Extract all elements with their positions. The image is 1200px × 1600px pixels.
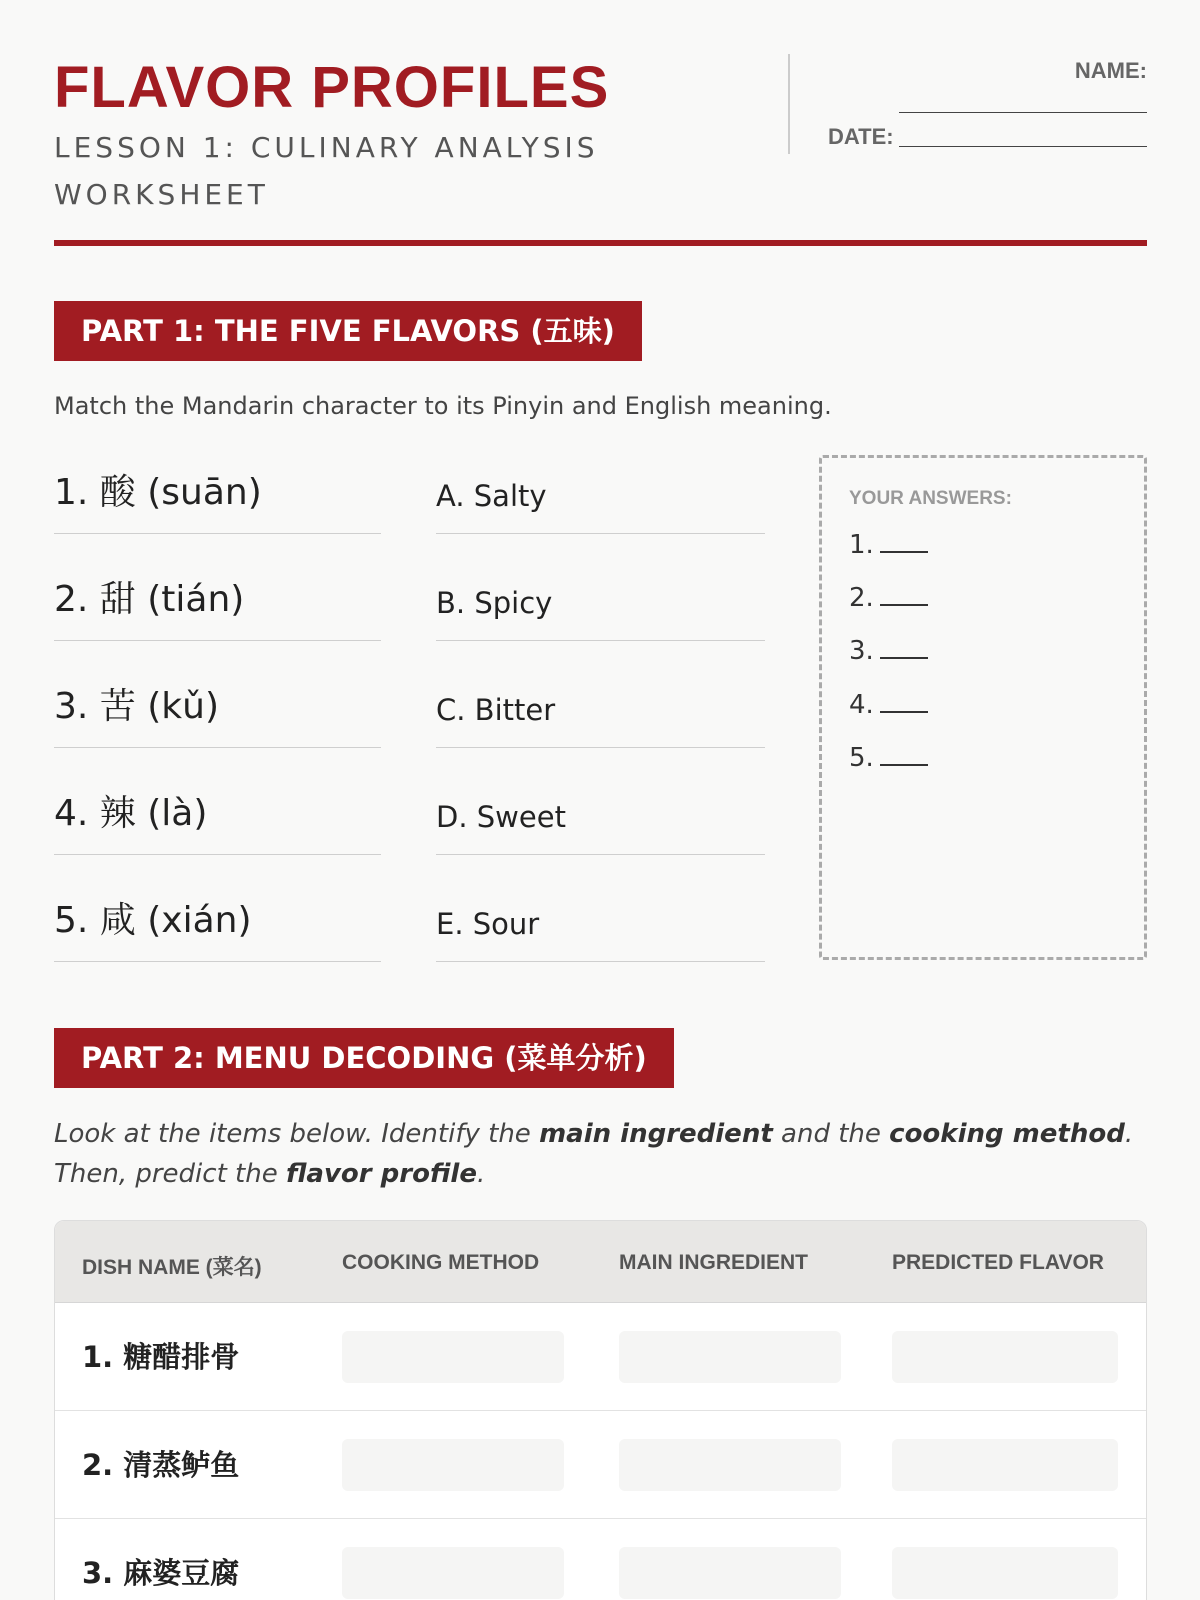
answer-slot[interactable] (849, 743, 928, 773)
worksheet-page (54, 0, 1147, 1600)
meaning-text: A. Salty (436, 479, 547, 513)
menu-table (54, 1220, 1147, 1600)
cooking-method-input[interactable] (342, 1331, 564, 1383)
meaning-item (436, 534, 765, 641)
instr-emphasis: main ingredient (539, 1119, 773, 1149)
dish-name: 1. 糖醋排骨 (82, 1340, 240, 1374)
meaning-item (436, 855, 765, 962)
column-header-flavor: PREDICTED FLAVOR (892, 1251, 1104, 1274)
answer-number: 4. (849, 690, 874, 720)
page-title: FLAVOR PROFILES (54, 55, 610, 120)
cooking-method-input[interactable] (342, 1439, 564, 1491)
answer-box (819, 455, 1147, 960)
answer-slot[interactable] (849, 530, 928, 560)
predicted-flavor-input[interactable] (892, 1547, 1118, 1599)
table-row (55, 1519, 1146, 1600)
character-text: 5. 咸 (xián) (54, 900, 252, 941)
cooking-method-input[interactable] (342, 1547, 564, 1599)
instr-text: Look at the items below. Identify the (54, 1119, 540, 1149)
dish-name: 2. 清蒸鲈鱼 (82, 1448, 240, 1482)
answer-slot[interactable] (849, 636, 928, 666)
character-text: 4. 辣 (là) (54, 793, 208, 834)
instr-emphasis: cooking method (889, 1119, 1125, 1149)
character-text: 1. 酸 (suān) (54, 472, 262, 513)
main-ingredient-input[interactable] (619, 1547, 841, 1599)
column-header-method: COOKING METHOD (342, 1251, 540, 1274)
table-header (55, 1221, 1146, 1303)
character-item (54, 748, 381, 855)
answer-slot[interactable] (849, 583, 928, 613)
answer-number: 1. (849, 530, 874, 560)
date-label: DATE: (828, 124, 894, 149)
part1-instructions: Match the Mandarin character to its Pinyin and English meaning. (54, 392, 832, 420)
meaning-item (436, 641, 765, 748)
character-item (54, 641, 381, 748)
worksheet-header (54, 50, 1147, 250)
answer-blank[interactable] (880, 764, 928, 766)
answer-blank[interactable] (880, 551, 928, 553)
character-item (54, 855, 381, 962)
answer-blank[interactable] (880, 604, 928, 606)
page-subtitle: LESSON 1: CULINARY ANALYSIS WORKSHEET (54, 131, 599, 211)
meaning-text: D. Sweet (436, 800, 566, 834)
answer-number: 2. (849, 583, 874, 613)
dish-name: 3. 麻婆豆腐 (82, 1556, 240, 1590)
predicted-flavor-input[interactable] (892, 1439, 1118, 1491)
part1-heading: PART 1: THE FIVE FLAVORS (五味) (54, 301, 642, 361)
character-text: 3. 苦 (kǔ) (54, 686, 219, 727)
meaning-item (436, 748, 765, 855)
header-divider (788, 54, 790, 154)
character-text: 2. 甜 (tián) (54, 579, 245, 620)
answer-blank[interactable] (880, 657, 928, 659)
instr-text: and the (772, 1119, 890, 1149)
meaning-text: B. Spicy (436, 586, 553, 620)
instr-emphasis: flavor profile (285, 1159, 477, 1189)
name-label: NAME: (1074, 58, 1147, 83)
instr-text: . Then, predict the (54, 1119, 1134, 1189)
answer-slot[interactable] (849, 690, 928, 720)
instr-text: . (476, 1159, 486, 1189)
meaning-text: C. Bitter (436, 693, 556, 727)
meaning-text: E. Sour (436, 907, 540, 941)
name-field[interactable] (899, 112, 1147, 113)
part2-instructions (54, 1114, 1147, 1194)
meaning-item (436, 427, 765, 534)
column-header-ingredient: MAIN INGREDIENT (619, 1251, 808, 1274)
answer-number: 5. (849, 743, 874, 773)
main-ingredient-input[interactable] (619, 1331, 841, 1383)
main-ingredient-input[interactable] (619, 1439, 841, 1491)
predicted-flavor-input[interactable] (892, 1331, 1118, 1383)
date-field[interactable] (899, 146, 1147, 147)
answer-blank[interactable] (880, 711, 928, 713)
column-header-dish: DISH NAME (菜名) (82, 1256, 262, 1279)
character-item (54, 427, 381, 534)
table-row (55, 1411, 1146, 1519)
table-row (55, 1303, 1146, 1411)
answer-number: 3. (849, 636, 874, 666)
character-item (54, 534, 381, 641)
header-rule (54, 240, 1147, 246)
part2-heading: PART 2: MENU DECODING (菜单分析) (54, 1028, 674, 1088)
answers-title: YOUR ANSWERS: (849, 488, 1012, 509)
